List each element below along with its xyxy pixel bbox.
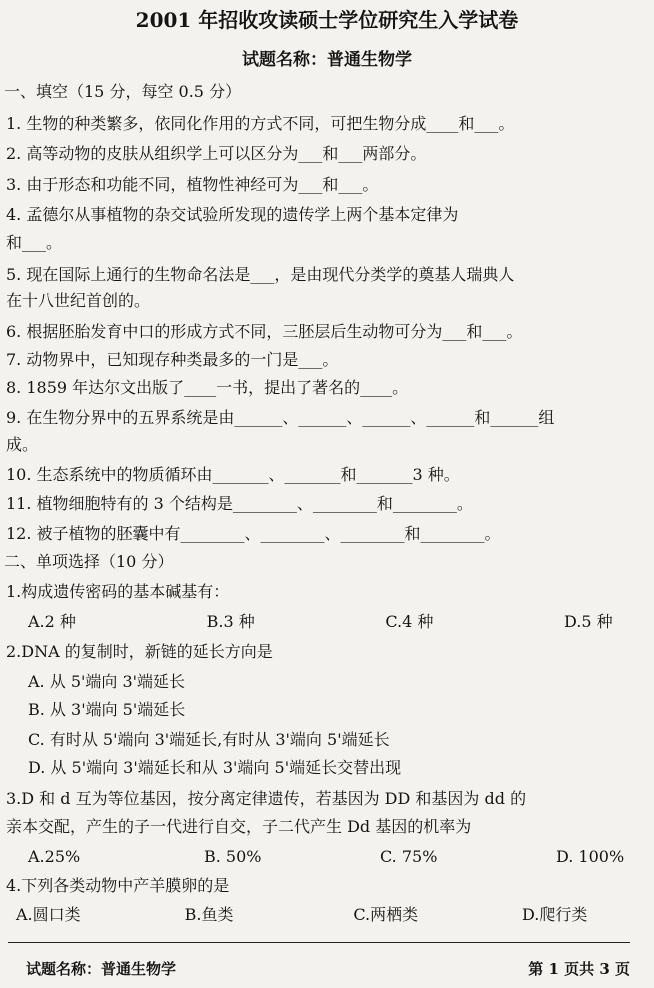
fill-line: 4. 孟德尔从事植物的杂交试验所发现的遗传学上两个基本定律为 (6, 205, 459, 224)
option: A.圆口类 (16, 905, 81, 924)
footer-page-number: 第 1 页共 3 页 (528, 960, 630, 978)
question-stem: 亲本交配，产生的子一代进行自交，子二代产生 Dd 基因的机率为 (6, 817, 472, 836)
option: C. 有时从 5'端向 3'端延长,有时从 3'端向 5'端延长 (28, 730, 390, 749)
exam-subject: 试题名称：普通生物学 (242, 50, 412, 70)
fill-line: 7. 动物界中，已知现存种类最多的一门是___。 (6, 350, 339, 369)
option: C.4 种 (385, 612, 434, 631)
fill-line: 6. 根据胚胎发育中口的形成方式不同，三胚层后生动物可分为___和___。 (6, 322, 523, 341)
fill-line: 11. 植物细胞特有的 3 个结构是________、________和________。 (6, 494, 473, 513)
fill-line: 3. 由于形态和功能不同，植物性神经可为___和___。 (6, 175, 379, 194)
option-row (28, 847, 628, 867)
option: A.2 种 (28, 612, 76, 631)
fill-line: 8. 1859 年达尔文出版了____一书，提出了著名的____。 (6, 378, 409, 397)
option: C. 75% (380, 847, 438, 866)
fill-line: 和___。 (6, 233, 63, 252)
question-stem: 3.D 和 d 互为等位基因，按分离定律遗传，若基因为 DD 和基因为 dd 的 (6, 789, 527, 808)
option-row (28, 612, 626, 632)
fill-line: 12. 被子植物的胚囊中有________、________、________和________。 (6, 524, 501, 543)
fill-line: 9. 在生物分界中的五界系统是由______、______、______、______和______组 (6, 408, 555, 427)
option: D. 从 5'端向 3'端延长和从 3'端向 5'端延长交替出现 (28, 758, 402, 777)
fill-line: 5. 现在国际上通行的生物命名法是___，是由现代分类学的奠基人瑞典人 (6, 265, 515, 284)
option: B. 从 3'端向 5'端延长 (28, 700, 186, 719)
fill-line: 在十八世纪首创的。 (6, 291, 151, 310)
option: A.25% (28, 847, 81, 866)
option-row (16, 905, 602, 925)
fill-line: 1. 生物的种类繁多，依同化作用的方式不同，可把生物分成____和___。 (6, 114, 515, 133)
fill-line: 2. 高等动物的皮肤从组织学上可以区分为___和___两部分。 (6, 144, 427, 163)
fill-line: 成。 (6, 435, 39, 454)
option: B.3 种 (206, 612, 255, 631)
footer-divider (8, 942, 630, 943)
option: D.爬行类 (522, 905, 588, 924)
fill-line: 10. 生态系统中的物质循环由_______、_______和_______3 种。 (6, 465, 460, 484)
option: D. 100% (556, 847, 625, 866)
section1-heading: 一、填空（15 分，每空 0.5 分） (4, 82, 242, 101)
question-stem: 4.下列各类动物中产羊膜卵的是 (6, 876, 230, 895)
option: C.两栖类 (353, 905, 419, 924)
section2-heading: 二、单项选择（10 分） (4, 552, 174, 571)
footer-subject: 试题名称：普通生物学 (26, 960, 177, 978)
option: D.5 种 (564, 612, 613, 631)
option: A. 从 5'端向 3'端延长 (28, 672, 186, 691)
option: B.鱼类 (184, 905, 234, 924)
option: B. 50% (204, 847, 262, 866)
question-stem: 2.DNA 的复制时，新链的延长方向是 (6, 642, 273, 661)
exam-title: 2001 年招收攻读硕士学位研究生入学试卷 (135, 8, 519, 32)
question-stem: 1.构成遗传密码的基本碱基有： (6, 582, 230, 601)
